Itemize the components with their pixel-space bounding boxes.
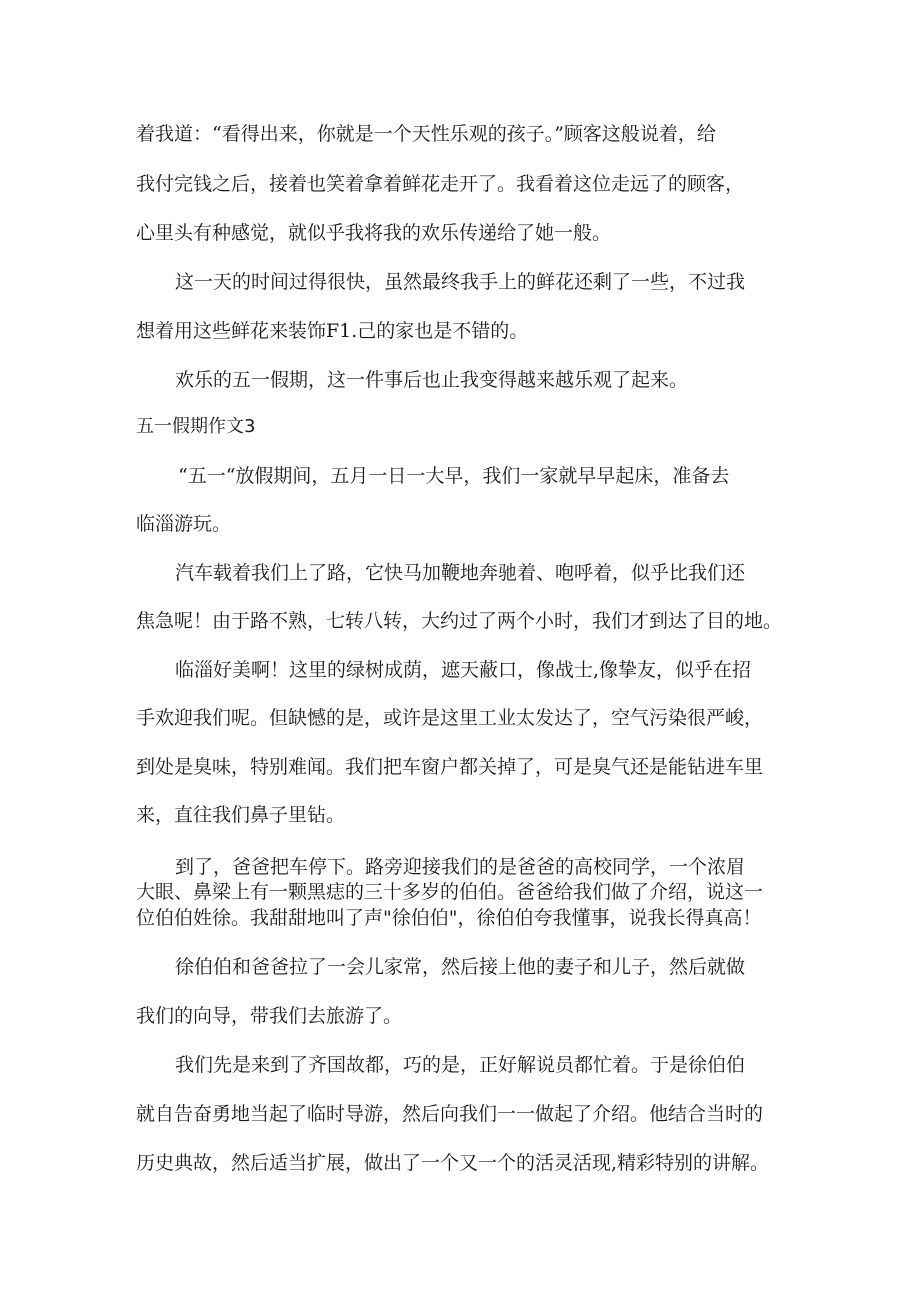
text-line-22: 就自告奋勇地当起了临时导游，然后向我们一一做起了介绍。他结合当时的 (136, 1103, 764, 1125)
text-line-5: 想着用这些鲜花来装饰F1.己的家也是不错的。 (136, 320, 529, 342)
text-line-3: 心里头有种感觉，就似乎我将我的欢乐传递给了她一般。 (136, 222, 612, 244)
text-line-10: 汽车载着我们上了路，它快马加鞭地奔驰着、咆呼着，似乎比我们还 (175, 562, 746, 584)
text-line-2: 我付完钱之后，接着也笑着拿着鲜花走开了。我看着这位走远了的顾客， (136, 173, 745, 195)
text-line-1: 着我道：“看得出来，你就是一个天性乐观的孩子。”顾客这般说着，给 (136, 123, 716, 145)
text-line-6: 欢乐的五一假期，这一件事后也止我变得越来越乐观了起来。 (175, 369, 689, 391)
text-line-21: 我们先是来到了齐国故都，巧的是，正好解说员都忙着。于是徐伯伯 (175, 1054, 746, 1076)
text-line-23: 历史典故，然后适当扩展，做出了一个又一个的活灵活现,精彩特别的讲解。 (136, 1152, 770, 1174)
text-line-13: 手欢迎我们呢。但缺憾的是，或许是这里工业太发达了，空气污染很严峻， (136, 707, 764, 729)
text-line-18: 位伯伯姓徐。我甜甜地叫了声"徐伯伯"，徐伯伯夸我懂事，说我长得真高！ (136, 907, 762, 929)
text-line-11: 焦急呢！由于路不熟，七转八转，大约过了两个小时，我们才到达了目的地。 (136, 610, 783, 632)
text-line-20: 我们的向导，带我们去旅游了。 (136, 1005, 403, 1027)
text-line-15: 来，直往我们鼻子里钻。 (136, 804, 346, 826)
text-line-9: 临淄游玩。 (136, 513, 232, 535)
text-line-4: 这一天的时间过得很快，虽然最终我手上的鲜花还剩了一些，不过我 (175, 271, 746, 293)
section-heading: 五一假期作文3 (136, 416, 256, 437)
text-line-16: 到了，爸爸把车停下。路旁迎接我们的是爸爸的高校同学，一个浓眉 (175, 856, 746, 878)
text-line-12: 临淄好美啊！这里的绿树成荫，遮天蔽口，像战士,像挚友，似乎在招 (175, 659, 752, 681)
text-line-17: 大眼、鼻梁上有一颗黑痣的三十多岁的伯伯。爸爸给我们做了介绍，说这一 (136, 881, 764, 903)
text-line-8: “五一“放假期间，五月一日一大早，我们一家就早早起床，准备去 (178, 465, 730, 487)
text-line-14: 到处是臭味，特别难闻。我们把车窗户都关掉了，可是臭气还是能钻进车里 (136, 756, 764, 778)
text-line-19: 徐伯伯和爸爸拉了一会儿家常，然后接上他的妻子和儿子，然后就做 (175, 956, 746, 978)
